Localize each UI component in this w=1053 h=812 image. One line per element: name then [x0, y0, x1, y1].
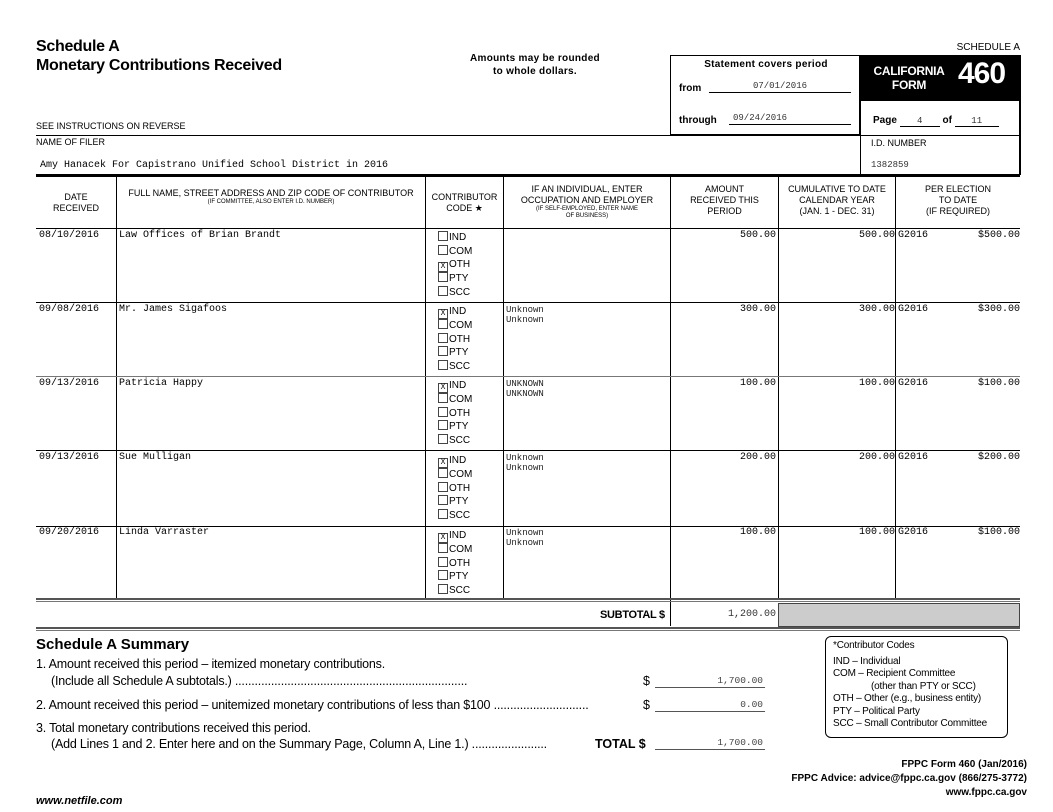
contributor-code-checkboxes	[438, 454, 472, 522]
name-of-filer-field[interactable]: Amy Hanacek For Capistrano Unified School District in 2016	[40, 160, 389, 171]
checkbox[interactable]	[438, 333, 448, 343]
row-cumulative[interactable]: 100.00	[858, 527, 895, 538]
checkbox[interactable]	[438, 570, 448, 580]
checkbox[interactable]: X	[438, 458, 448, 468]
code-pty: PTY	[438, 272, 472, 286]
schedule-subtitle: Monetary Contributions Received	[36, 57, 282, 74]
summary-line-1b: (Include all Schedule A subtotals.) .......................................................................	[51, 674, 468, 688]
right-border	[1020, 55, 1021, 175]
subtotal-field[interactable]: 1,200.00	[727, 609, 776, 620]
code-scc: SCC	[438, 286, 472, 300]
summary-line-2-field[interactable]: 0.00	[655, 699, 765, 712]
code-oth: OTH	[438, 407, 472, 421]
code-scc: SCC	[438, 434, 472, 448]
code-ind: X IND	[438, 454, 472, 468]
see-instructions: SEE INSTRUCTIONS ON REVERSE	[36, 121, 186, 131]
header-date: DATE RECEIVED	[52, 192, 99, 213]
page-total-field[interactable]: 11	[955, 116, 999, 127]
table-top-border	[36, 174, 1020, 177]
row-election-code[interactable]: G2016	[898, 452, 929, 463]
row-divider	[36, 302, 1020, 303]
checkbox[interactable]	[438, 360, 448, 370]
code-scc: SCC	[438, 360, 472, 374]
code-ind: X IND	[438, 305, 472, 319]
checkbox[interactable]	[438, 543, 448, 553]
row-cumulative[interactable]: 200.00	[858, 452, 895, 463]
checkbox[interactable]	[438, 495, 448, 505]
schedule-title: Schedule A	[36, 38, 120, 55]
row-date[interactable]: 09/08/2016	[39, 304, 100, 315]
checkbox[interactable]: X	[438, 533, 448, 543]
row-election-amount[interactable]: $100.00	[977, 527, 1020, 538]
row-election-code[interactable]: G2016	[898, 378, 929, 389]
row-amount[interactable]: 500.00	[739, 230, 776, 241]
code-ind: IND	[438, 231, 472, 245]
netfile-link[interactable]: www.netfile.com	[36, 795, 123, 807]
row-contributor-name[interactable]: Sue Mulligan	[119, 452, 192, 463]
badge-california: CALIFORNIA FORM	[873, 64, 945, 92]
period-through-field[interactable]: 09/24/2016	[729, 113, 851, 125]
col-divider	[670, 176, 671, 626]
schedule-label: SCHEDULE A	[956, 42, 1020, 53]
rounding-note: Amounts may be rounded to whole dollars.	[470, 53, 600, 77]
code-ind: X IND	[438, 379, 472, 393]
page-number-field[interactable]: 4	[900, 116, 940, 127]
fppc-advice: FPPC Advice: advice@fppc.ca.gov (866/275-3772)	[791, 773, 1027, 784]
summary-line-3: 3. Total monetary contributions received this period.	[36, 721, 311, 735]
dollar-sign: $	[643, 698, 650, 712]
summary-line-2: 2. Amount received this period – unitemized monetary contributions of less than $100 .............................	[36, 698, 589, 712]
checkbox[interactable]	[438, 420, 448, 430]
contributor-code-checkboxes	[438, 305, 472, 373]
col-divider	[503, 176, 504, 598]
contributor-code-checkboxes	[438, 379, 472, 447]
checkbox[interactable]	[438, 468, 448, 478]
legend-ind: IND – Individual	[833, 655, 901, 667]
header-name: FULL NAME, STREET ADDRESS AND ZIP CODE OF CONTRIBUTOR (IF COMMITTEE, ALSO ENTER I.D. NUMBER)	[128, 188, 414, 205]
col-divider	[895, 176, 896, 598]
row-contributor-name[interactable]: Linda Varraster	[119, 527, 210, 538]
row-amount[interactable]: 100.00	[739, 378, 776, 389]
code-oth: X OTH	[438, 258, 472, 272]
checkbox[interactable]	[438, 231, 448, 241]
code-oth: OTH	[438, 557, 472, 571]
id-number-field[interactable]: 1382859	[871, 160, 909, 170]
checkbox[interactable]	[438, 319, 448, 329]
checkbox[interactable]	[438, 584, 448, 594]
header-code: CONTRIBUTOR CODE ★	[431, 192, 498, 213]
row-date[interactable]: 09/20/2016	[39, 527, 100, 538]
period-title: Statement covers period	[704, 59, 828, 70]
code-com: COM	[438, 468, 472, 482]
row-contributor-name[interactable]: Law Offices of Brian Brandt	[119, 230, 282, 241]
row-cumulative[interactable]: 100.00	[858, 378, 895, 389]
page-indicator: Page 4 of 11	[873, 115, 999, 127]
col-divider	[778, 176, 779, 598]
subtotal-shaded-area	[778, 603, 1020, 627]
row-occupation[interactable]: Unknown Unknown	[506, 453, 544, 473]
code-scc: SCC	[438, 584, 472, 598]
row-cumulative[interactable]: 500.00	[858, 230, 895, 241]
period-from-field[interactable]: 07/01/2016	[709, 81, 851, 93]
code-com: COM	[438, 245, 472, 259]
page-box	[860, 101, 1020, 135]
row-election-code[interactable]: G2016	[898, 304, 929, 315]
row-contributor-name[interactable]: Mr. James Sigafoos	[119, 304, 228, 315]
row-election-amount[interactable]: $200.00	[977, 452, 1020, 463]
row-election-code[interactable]: G2016	[898, 230, 929, 241]
checkbox[interactable]	[438, 272, 448, 282]
name-of-filer-label: NAME OF FILER	[36, 137, 106, 147]
form-version: FPPC Form 460 (Jan/2016)	[901, 759, 1027, 770]
row-divider	[36, 450, 1020, 451]
checkbox[interactable]	[438, 407, 448, 417]
row-election-amount[interactable]: $300.00	[977, 304, 1020, 315]
row-occupation[interactable]: UNKNOWN UNKNOWN	[506, 379, 544, 399]
checkbox[interactable]	[438, 245, 448, 255]
table-bottom-border	[36, 598, 1020, 600]
header-bottom-border	[36, 228, 1020, 229]
checkbox[interactable]	[438, 482, 448, 492]
col-divider	[425, 176, 426, 598]
row-date[interactable]: 09/13/2016	[39, 378, 100, 389]
checkbox[interactable]	[438, 434, 448, 444]
summary-top-border	[36, 630, 1020, 631]
contributor-code-checkboxes	[438, 231, 472, 299]
code-com: COM	[438, 319, 472, 333]
code-pty: PTY	[438, 346, 472, 360]
legend-com: COM – Recipient Committee	[833, 668, 956, 679]
legend-title: *Contributor Codes	[833, 640, 915, 651]
summary-title: Schedule A Summary	[36, 636, 190, 653]
checkbox[interactable]	[438, 509, 448, 519]
summary-line-1: 1. Amount received this period – itemized monetary contributions.	[36, 657, 385, 671]
header-amount: AMOUNT RECEIVED THIS PERIOD	[690, 184, 759, 216]
row-occupation[interactable]: Unknown Unknown	[506, 528, 544, 548]
contributor-codes-legend	[825, 636, 1008, 738]
statement-period-box	[670, 55, 860, 135]
summary-top-border	[36, 627, 1020, 629]
subtotal-label: SUBTOTAL $	[600, 609, 665, 621]
row-election-amount[interactable]: $500.00	[977, 230, 1020, 241]
period-through-label: through	[679, 115, 717, 126]
header-per-election: PER ELECTION TO DATE (IF REQUIRED)	[924, 184, 991, 216]
badge-form-number: 460	[958, 57, 1006, 90]
summary-total-field[interactable]: 1,700.00	[655, 737, 765, 750]
code-ind: X IND	[438, 529, 472, 543]
checkbox[interactable]: X	[438, 309, 448, 319]
row-election-code[interactable]: G2016	[898, 527, 929, 538]
summary-line-3b: (Add Lines 1 and 2. Enter here and on the Summary Page, Column A, Line 1.) .......................	[51, 737, 547, 751]
row-amount[interactable]: 300.00	[739, 304, 776, 315]
code-oth: OTH	[438, 333, 472, 347]
dollar-sign: $	[643, 674, 650, 688]
checkbox[interactable]	[438, 557, 448, 567]
code-com: COM	[438, 393, 472, 407]
legend-pty: PTY – Political Party	[833, 705, 920, 717]
checkbox[interactable]	[438, 346, 448, 356]
legend-scc: SCC – Small Contributor Committee	[833, 718, 988, 729]
checkbox[interactable]	[438, 393, 448, 403]
legend-oth: OTH – Other (e.g., business entity)	[833, 693, 982, 704]
table-bottom-border	[36, 601, 1020, 602]
code-oth: OTH	[438, 482, 472, 496]
code-com: COM	[438, 543, 472, 557]
code-pty: PTY	[438, 570, 472, 584]
divider	[36, 135, 1020, 136]
row-cumulative[interactable]: 300.00	[858, 304, 895, 315]
period-from-label: from	[679, 83, 702, 94]
code-pty: PTY	[438, 495, 472, 509]
contributor-code-checkboxes	[438, 529, 472, 597]
row-contributor-name[interactable]: Patricia Happy	[119, 378, 204, 389]
row-election-amount[interactable]: $100.00	[977, 378, 1020, 389]
total-label: TOTAL $	[595, 737, 646, 751]
row-date[interactable]: 08/10/2016	[39, 230, 100, 241]
id-number-box	[860, 135, 1020, 175]
checkbox[interactable]: X	[438, 383, 448, 393]
legend-com-sub: (other than PTY or SCC)	[871, 680, 976, 692]
col-divider	[116, 176, 117, 598]
row-occupation[interactable]: Unknown Unknown	[506, 305, 544, 325]
row-date[interactable]: 09/13/2016	[39, 452, 100, 463]
id-number-label: I.D. NUMBER	[871, 138, 927, 148]
header-cumulative: CUMULATIVE TO DATE CALENDAR YEAR (JAN. 1 - DEC. 31)	[788, 184, 886, 216]
row-amount[interactable]: 100.00	[739, 527, 776, 538]
california-form-460-badge	[860, 55, 1020, 101]
row-amount[interactable]: 200.00	[739, 452, 776, 463]
header-occupation: IF AN INDIVIDUAL, ENTER OCCUPATION AND EMPLOYER (IF SELF-EMPLOYED, ENTER NAME OF BUSINESS)	[520, 184, 654, 219]
checkbox[interactable]: X	[438, 262, 448, 272]
code-pty: PTY	[438, 420, 472, 434]
fppc-website-link[interactable]: www.fppc.ca.gov	[945, 787, 1027, 798]
summary-line-1-field[interactable]: 1,700.00	[655, 675, 765, 688]
code-scc: SCC	[438, 509, 472, 523]
row-divider	[36, 376, 1020, 377]
checkbox[interactable]	[438, 286, 448, 296]
